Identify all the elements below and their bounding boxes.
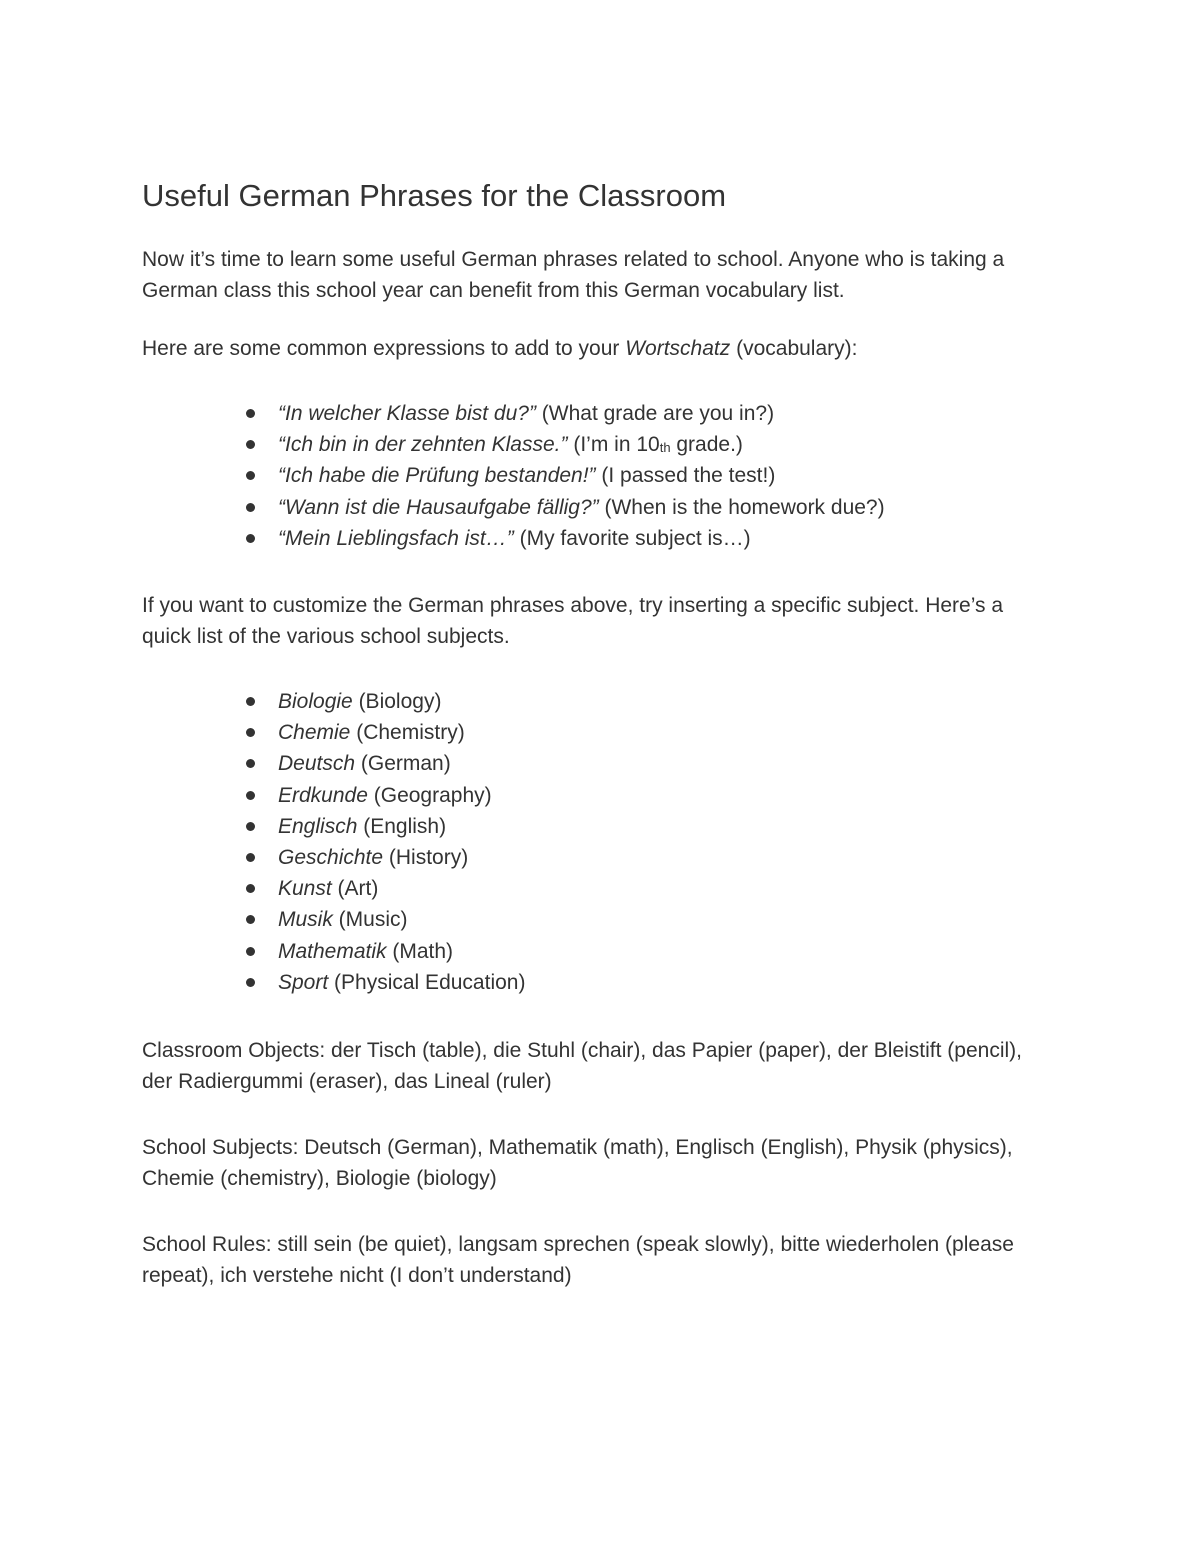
subject-english: (German) [355,752,451,776]
page-title: Useful German Phrases for the Classroom [142,178,727,213]
subject-english: (Geography) [367,783,492,807]
bullet-icon [246,759,255,768]
subject-english: (Biology) [352,690,442,713]
ordinal-suffix: th [659,440,671,456]
subject-german: Erdkunde [278,783,368,807]
intro-paragraph: Now it’s time to learn some useful German phrases related to school. Anyone who is taking a German class this school year can benefit from this German vocabulary list. [142,248,1005,302]
subject-german: Deutsch [278,752,356,776]
list-item [242,936,525,967]
subject-english: (History) [383,845,469,869]
bullet-icon [246,915,255,924]
phrase-list [242,398,885,554]
bullet-icon [246,503,255,512]
subject-german: Englisch [278,814,358,838]
phrase-english: (I passed the test!) [595,464,776,488]
subject-english: (Chemistry) [350,721,465,745]
list-item [242,904,525,935]
subject-english: (Physical Education) [328,970,526,994]
bullet-icon [246,791,255,800]
list-item [242,492,885,523]
bullet-icon [246,728,255,737]
school-rules-paragraph: School Rules: still sein (be quiet), langsam sprechen (speak slowly), bitte wiederholen (please repeat), ich verstehe nicht (I don’t understand) [142,1233,1014,1287]
list-item [242,842,525,873]
bullet-icon [246,822,255,831]
list-item [242,523,885,554]
list-item [242,811,525,842]
list-item [242,717,525,748]
list-item [242,780,525,811]
phrase-english: (I’m in 10 [567,433,660,457]
subject-german: Biologie [278,690,353,713]
subject-german: Kunst [278,877,332,901]
subject-german: Chemie [278,721,351,745]
subject-list [242,686,525,998]
bullet-icon [246,884,255,893]
subject-german: Geschichte [278,845,384,869]
phrase-german: “Ich bin in der zehnten Klasse.” [278,433,568,457]
expressions-lead-before: Here are some common expressions to add to your [142,337,626,360]
bullet-icon [246,978,255,987]
phrase-english: (What grade are you in?) [535,402,775,425]
phrase-german: “In welcher Klasse bist du?” [278,402,536,425]
bullet-icon [246,534,255,543]
subject-german: Mathematik [278,939,387,963]
subjects-lead-paragraph: If you want to customize the German phrases above, try inserting a specific subject. Here’s a quick list of the various school subjects. [142,594,1004,648]
bullet-icon [246,853,255,862]
subject-english: (English) [357,814,447,838]
bullet-icon [246,947,255,956]
subject-english: (Art) [331,877,379,901]
phrase-english: (When is the homework due?) [598,495,885,519]
list-item [242,460,885,491]
list-item [242,398,885,429]
list-item [242,873,525,904]
list-item [242,748,525,779]
subject-english: (Music) [332,908,408,932]
phrase-english: (My favorite subject is…) [513,526,751,550]
subject-english: (Math) [386,939,454,963]
bullet-icon [246,409,255,418]
bullet-icon [246,697,255,706]
subject-german: Sport [278,970,329,994]
expressions-lead-after: (vocabulary): [730,337,858,360]
phrase-english-after: grade.) [670,433,743,457]
list-item [242,686,525,717]
phrase-german: “Mein Lieblingsfach ist…” [278,526,514,550]
phrase-german: “Wann ist die Hausaufgabe fällig?” [278,495,599,519]
list-item [242,429,885,460]
expressions-lead-paragraph [142,333,1052,364]
list-item [242,967,525,998]
classroom-objects-paragraph: Classroom Objects: der Tisch (table), die Stuhl (chair), das Papier (paper), der Bleistift (pencil), der Radiergummi (eraser), das Lineal (ruler) [142,1039,1023,1093]
bullet-icon [246,440,255,449]
subject-german: Musik [278,908,333,932]
school-subjects-paragraph: School Subjects: Deutsch (German), Mathematik (math), Englisch (English), Physik (physics), Chemie (chemistry), Biologie (biology) [142,1136,1013,1190]
phrase-german: “Ich habe die Prüfung bestanden!” [278,464,596,488]
bullet-icon [246,471,255,480]
expressions-lead-term: Wortschatz [625,337,731,360]
